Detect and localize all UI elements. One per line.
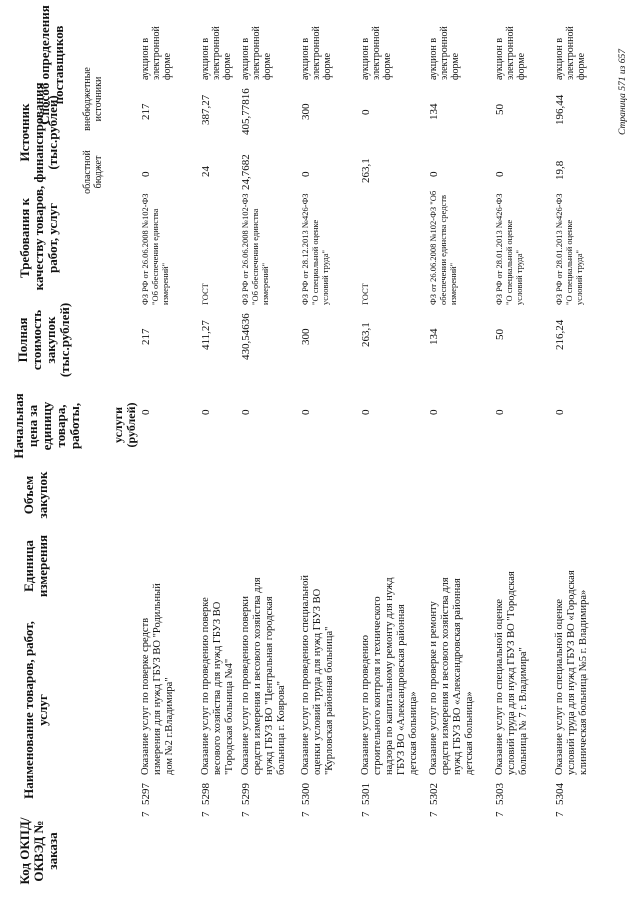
header-price: Начальная цена за единицу товара, работы,: [11, 393, 82, 459]
row-other: 50: [494, 104, 506, 115]
row-price: 0: [200, 409, 212, 415]
row-price: 0: [494, 409, 506, 415]
row-total: 263,1: [360, 322, 372, 347]
row-number: 5298: [200, 783, 212, 805]
row-method: аукцион в электронной форме: [300, 26, 333, 80]
row-method: аукцион в электронной форме: [494, 26, 527, 80]
row-name: Оказание услуг по поверке средств измерения для нужд ГБУЗ ВО "Родильный дом №2 г.Владимира": [140, 583, 175, 775]
header-method: Способ определения поставщиков: [37, 5, 66, 125]
row-requirements: ГОСТ: [360, 283, 370, 305]
row-number: 5304: [554, 783, 566, 805]
row-code: 7: [360, 811, 372, 817]
header-unit: Единица измерения: [21, 534, 50, 598]
row-requirements: ГОСТ: [200, 283, 210, 305]
row-code: 7: [494, 811, 506, 817]
table-row: [200, 0, 240, 905]
row-method: аукцион в электронной форме: [240, 26, 273, 80]
row-method: аукцион в электронной форме: [554, 26, 587, 80]
row-total: 300: [300, 328, 312, 345]
row-requirements: ФЗ РФ от 28.01.2013 №426-ФЗ "О специальной оценке условий труда": [494, 193, 524, 305]
header-price-unit: услуги (рублей): [111, 402, 138, 448]
header-requirements: Требования к качеству товаров, работ, услуг: [17, 185, 60, 291]
row-price: 0: [240, 409, 252, 415]
row-budget: 263,1: [360, 158, 372, 183]
row-method: аукцион в электронной форме: [428, 26, 461, 80]
header-funding-other: внебюджетные источники: [82, 67, 104, 131]
row-name: Оказание услуг по проведению строительного контроля и технического надзора по капитальному ремонту для нужд ГБУЗ ВО «Александровская районная детская больница»: [360, 577, 419, 775]
table-row: [300, 0, 360, 905]
row-budget: 0: [494, 171, 506, 177]
row-budget: 24: [200, 166, 212, 177]
row-code: 7: [140, 811, 152, 817]
row-price: 0: [554, 409, 566, 415]
row-number: 5301: [360, 783, 372, 805]
row-total: 50: [494, 329, 506, 340]
row-code: 7: [200, 811, 212, 817]
row-total: 134: [428, 328, 440, 345]
row-number: 5300: [300, 783, 312, 805]
row-name: Оказание услуг по специальной оценке условий труда для нужд ГБУЗ ВО "Городская больница № 7 г. Владимира": [494, 571, 529, 775]
row-name: Оказание услуг по проведению поверки средств измерения и весового хозяйства для нужд ГБУЗ ВО "Центральная городская больница г. Коврова": [240, 577, 287, 775]
row-requirements: ФЗ РФ от 26.06.2008 №102-ФЗ "Об обеспечении единства измерений": [140, 193, 170, 305]
row-code: 7: [300, 811, 312, 817]
row-method: аукцион в электронной форме: [200, 26, 233, 80]
row-method: аукцион в электронной форме: [140, 26, 173, 80]
header-funding: Источник финансирования (тыс.рублей): [17, 82, 60, 183]
table-row: [494, 0, 554, 905]
row-requirements: ФЗ от 26.06.2008 №102-ФЗ "Об обеспечении единства средств измерений": [428, 190, 458, 305]
row-number: 5299: [240, 783, 252, 805]
header-name: Наименование товаров, работ, услуг: [21, 621, 50, 799]
table-row: [554, 0, 614, 905]
table-row: [140, 0, 200, 905]
row-other: 196,44: [554, 94, 566, 125]
row-requirements: ФЗ РФ от 26.06.2008 №102-ФЗ "Об обеспечении единства измерений": [240, 193, 270, 305]
row-budget: 19,8: [554, 160, 566, 180]
table-row: [240, 0, 300, 905]
row-code: 7: [428, 811, 440, 817]
row-other: 217: [140, 103, 152, 120]
row-price: 0: [140, 409, 152, 415]
row-budget: 0: [140, 171, 152, 177]
header-funding-budget: областной бюджет: [82, 150, 104, 194]
row-budget: 0: [428, 171, 440, 177]
row-other: 300: [300, 103, 312, 120]
row-price: 0: [300, 409, 312, 415]
row-total: 411,27: [200, 320, 212, 350]
row-budget: 24,7682: [240, 154, 252, 190]
header-code: Код ОКПД/ ОКВЭД № заказа: [17, 817, 60, 885]
row-total: 430,54636: [240, 313, 252, 360]
row-code: 7: [240, 811, 252, 817]
row-name: Оказание услуг по проведению поверке весового хозяйства для нужд ГБУЗ ВО "Городская больница №4": [200, 597, 235, 775]
table-row: [360, 0, 428, 905]
row-number: 5303: [494, 783, 506, 805]
row-other: 405,77816: [240, 88, 252, 135]
header-volume: Объем закупок: [21, 471, 50, 519]
row-total: 216,24: [554, 319, 566, 350]
table-row: [428, 0, 494, 905]
row-name: Оказание услуг по проверке и ремонту средств измерения и весового хозяйства для нужд ГБУЗ ВО «Александровская районная детская больница»: [428, 577, 475, 775]
row-number: 5302: [428, 783, 440, 805]
row-total: 217: [140, 328, 152, 345]
row-method: аукцион в электронной форме: [360, 26, 393, 80]
row-number: 5297: [140, 783, 152, 805]
row-price: 0: [360, 409, 372, 415]
row-other: 134: [428, 103, 440, 120]
row-price: 0: [428, 409, 440, 415]
row-name: Оказание услуг по проведению специальной оценки условий труда для нужд ГБУЗ ВО "Курловская районная больница": [300, 574, 335, 775]
row-requirements: ФЗ РФ от 28.01.2013 №426-ФЗ "О специальной оценке условий труда": [554, 193, 584, 305]
row-code: 7: [554, 811, 566, 817]
row-requirements: ФЗ РФ от 28.12.2013 №426-ФЗ "О специальной оценке условий труда": [300, 193, 330, 305]
row-name: Оказание услуг по специальной оценке условий труда для нужд ГБУЗ ВО «Городская клиническая больница №5 г. Владимира»: [554, 570, 589, 775]
page-number: Страница 571 из 657: [618, 49, 628, 135]
row-budget: 0: [300, 171, 312, 177]
header-total: Полная стоимость закупок (тыс.рублей): [15, 302, 72, 378]
row-other: 0: [360, 109, 372, 115]
row-other: 387,27: [200, 94, 212, 125]
